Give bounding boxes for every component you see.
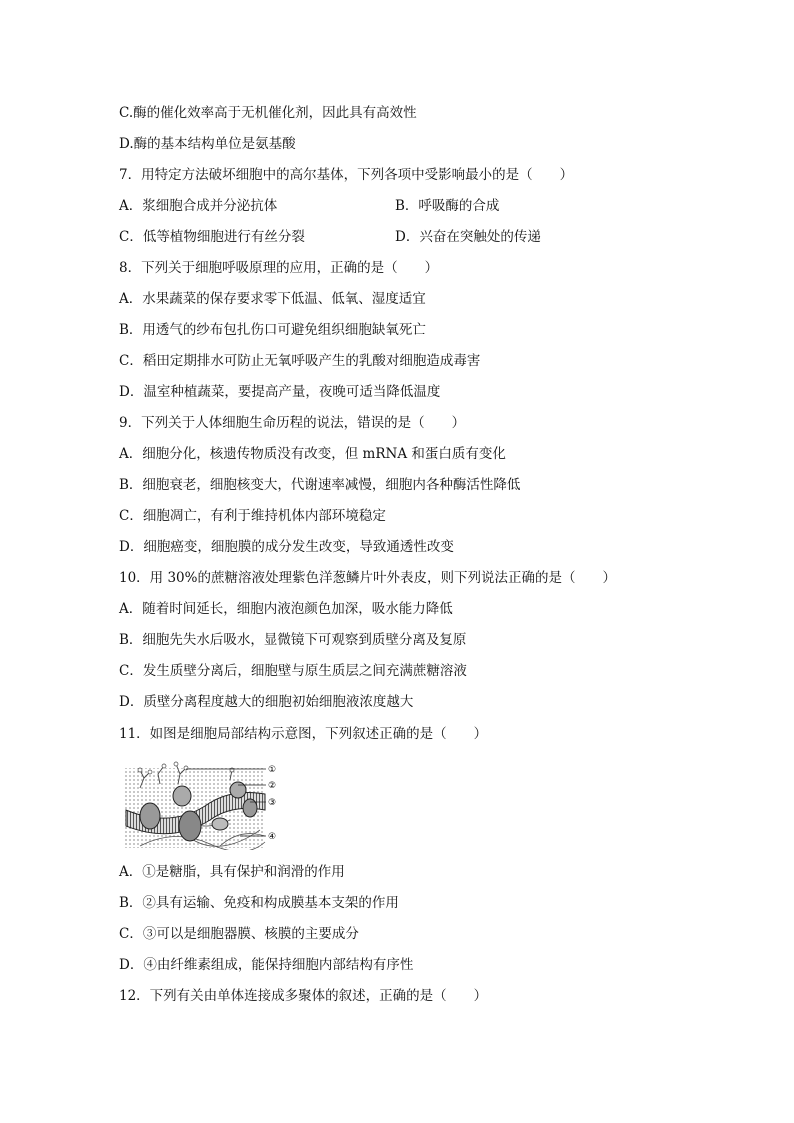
q10-option-a: A．随着时间延长，细胞内液泡颜色加深，吸水能力降低 [119,601,453,617]
question-9: 9．下列关于人体细胞生命历程的说法，错误的是（ ） [119,415,466,431]
question-11: 11．如图是细胞局部结构示意图，下列叙述正确的是（ ） [119,726,488,742]
q9-option-a: A．细胞分化，核遗传物质没有改变，但 mRNA 和蛋白质有变化 [119,446,506,462]
q10-option-c: C．发生质壁分离后，细胞壁与原生质层之间充满蔗糖溶液 [119,663,467,679]
membrane-protein [140,803,160,829]
q11-option-a: A．①是糖脂，具有保护和润滑的作用 [119,864,345,880]
membrane-protein [212,818,228,830]
q8-option-d: D．温室种植蔬菜，要提高产量，夜晚可适当降低温度 [119,384,441,400]
q11-option-c: C．③可以是细胞器膜、核膜的主要成分 [119,926,359,942]
q9-option-c: C．细胞凋亡，有利于维持机体内部环境稳定 [119,508,386,524]
callout-4: ④ [268,832,277,842]
callout-3: ③ [268,798,277,808]
q9-option-b: B．细胞衰老，细胞核变大，代谢速率减慢，细胞内各种酶活性降低 [119,477,521,493]
question-8: 8．下列关于细胞呼吸原理的应用，正确的是（ ） [119,260,439,276]
membrane-protein [173,786,191,806]
question-12: 12．下列有关由单体连接成多聚体的叙述，正确的是（ ） [119,988,488,1004]
cell-membrane-figure [120,758,285,850]
membrane-protein [230,782,246,798]
q7-option-b: B．呼吸酶的合成 [395,198,500,214]
q8-option-c: C．稻田定期排水可防止无氧呼吸产生的乳酸对细胞造成毒害 [119,353,481,369]
q7-option-d: D．兴奋在突触处的传递 [395,229,541,245]
q6-option-d: D.酶的基本结构单位是氨基酸 [119,136,296,152]
q7-option-a: A．浆细胞合成并分泌抗体 [119,198,278,214]
q11-option-b: B．②具有运输、免疫和构成膜基本支架的作用 [119,895,399,911]
callout-2: ② [268,781,277,791]
q6-option-c: C.酶的催化效率高于无机催化剂，因此具有高效性 [119,105,417,121]
q10-option-b: B．细胞先失水后吸水，显微镜下可观察到质壁分离及复原 [119,632,467,648]
q11-option-d: D．④由纤维素组成，能保持细胞内部结构有序性 [119,957,414,973]
membrane-protein [179,811,201,841]
q9-option-d: D．细胞癌变，细胞膜的成分发生改变，导致通透性改变 [119,539,454,555]
q8-option-b: B．用透气的纱布包扎伤口可避免组织细胞缺氧死亡 [119,322,426,338]
q7-option-c: C．低等植物细胞进行有丝分裂 [119,229,305,245]
question-10: 10．用 30%的蔗糖溶液处理紫色洋葱鳞片叶外表皮，则下列说法正确的是（ ） [119,570,616,586]
question-7: 7．用特定方法破坏细胞中的高尔基体，下列各项中受影响最小的是（ ） [119,167,574,183]
q8-option-a: A．水果蔬菜的保存要求零下低温、低氧、湿度适宜 [119,291,426,307]
callout-1: ① [268,765,277,775]
q10-option-d: D．质壁分离程度越大的细胞初始细胞液浓度越大 [119,694,414,710]
